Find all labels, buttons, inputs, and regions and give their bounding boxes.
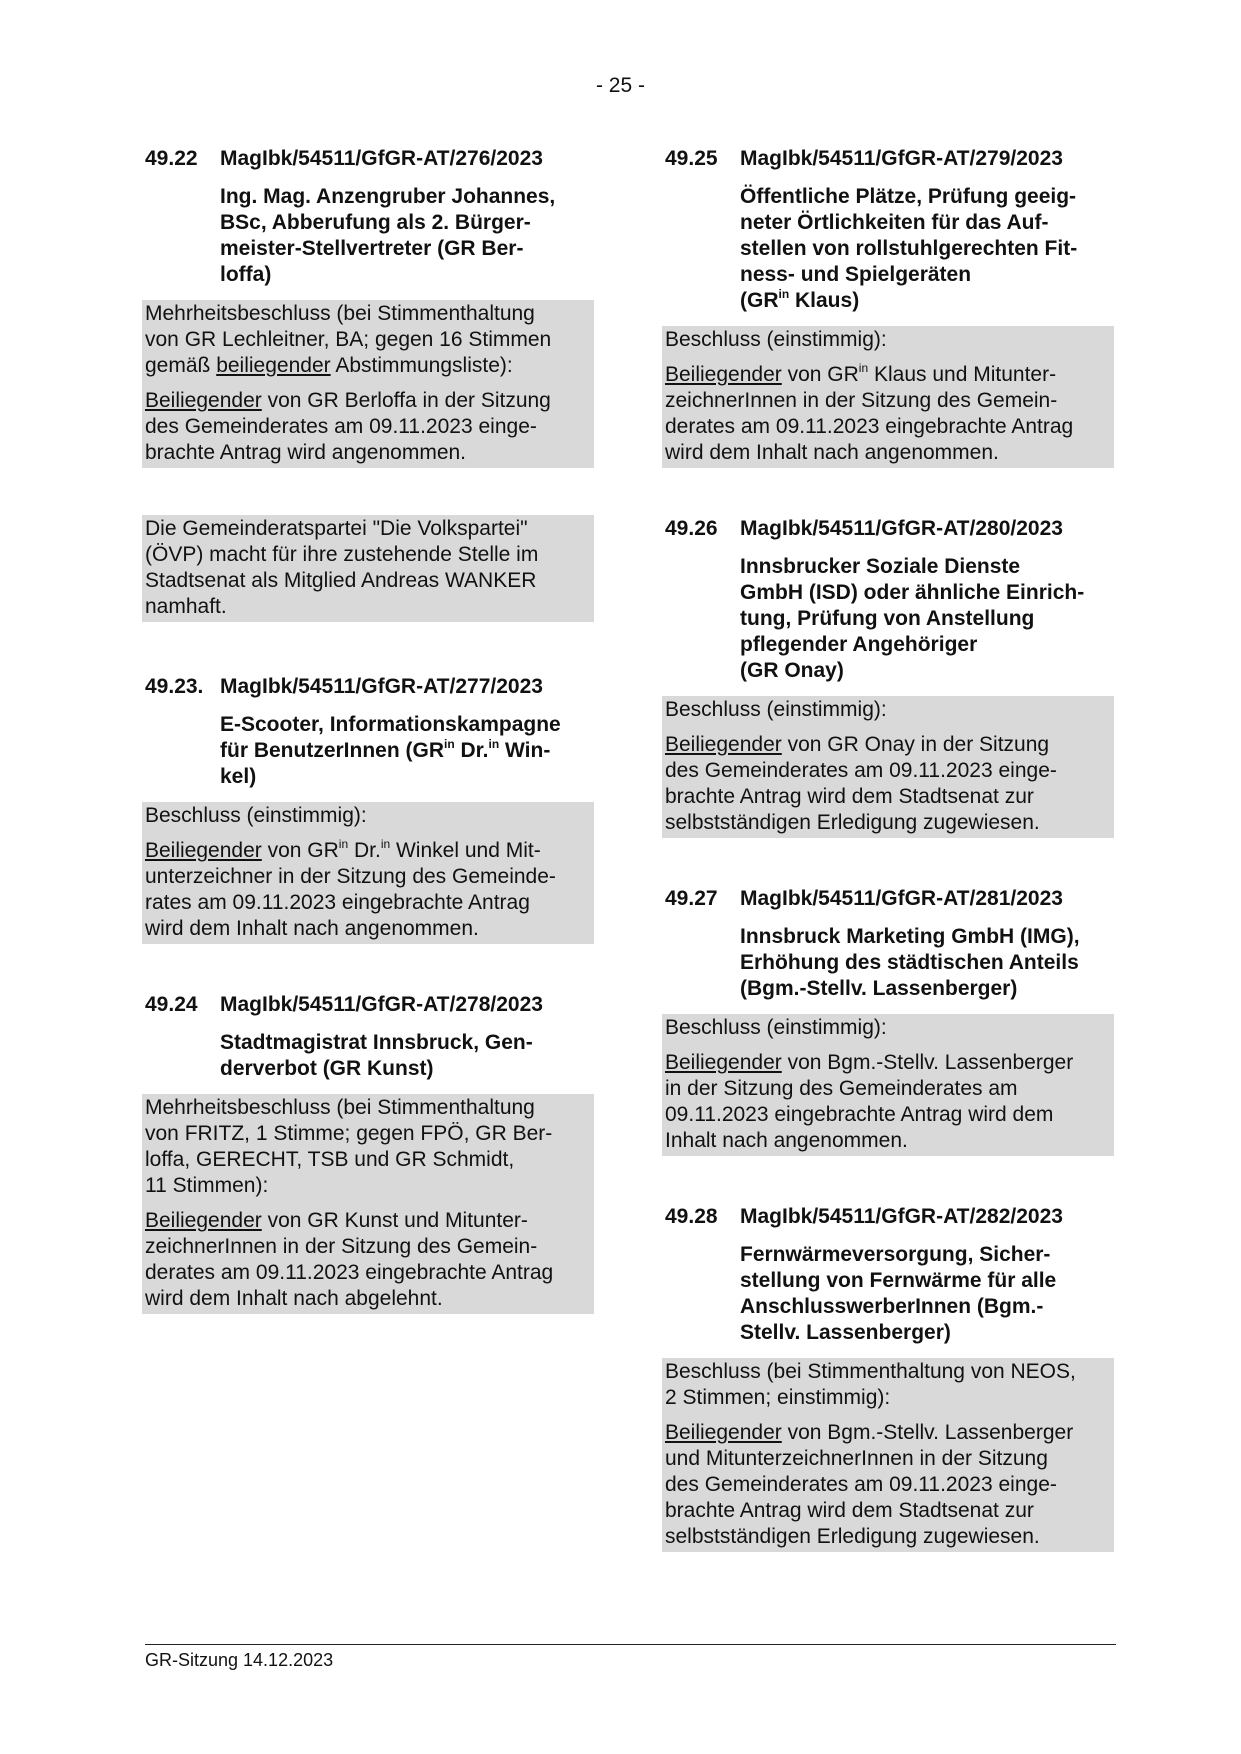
resolution-box bbox=[662, 1358, 1114, 1552]
item-reference: MagIbk/54511/GfGR-AT/282/2023 bbox=[740, 1205, 1063, 1228]
motion-line-part: Klaus und Mitunter- bbox=[868, 363, 1057, 386]
resolution-box bbox=[662, 1014, 1114, 1156]
item-reference: MagIbk/54511/GfGR-AT/277/2023 bbox=[220, 675, 543, 698]
item-number: 49.27 bbox=[665, 887, 718, 910]
resolution-box bbox=[142, 300, 594, 468]
motion-line-part: Dr. bbox=[348, 839, 381, 862]
item-49-27 bbox=[665, 886, 1117, 1156]
decision-line: loffa, GERECHT, TSB und GR Schmidt, bbox=[145, 1148, 515, 1171]
title-line: loffa) bbox=[220, 263, 272, 286]
motion-line: und MitunterzeichnerInnen in der Sitzung bbox=[665, 1447, 1048, 1470]
motion-line: rates am 09.11.2023 eingebrachte Antrag bbox=[145, 891, 530, 914]
item-heading bbox=[665, 886, 1117, 912]
motion-text bbox=[665, 1420, 1111, 1550]
item-49-22 bbox=[145, 146, 597, 468]
note-line: (ÖVP) macht für ihre zustehende Stelle im bbox=[145, 543, 539, 566]
resolution-box bbox=[662, 326, 1114, 468]
motion-line: 09.11.2023 eingebrachte Antrag wird dem bbox=[665, 1103, 1054, 1126]
title-line bbox=[740, 288, 1117, 314]
motion-text bbox=[665, 1050, 1111, 1154]
title-part: Win- bbox=[499, 739, 551, 762]
motion-line: unterzeichner in der Sitzung des Gemeinde- bbox=[145, 865, 556, 888]
item-heading bbox=[665, 516, 1117, 542]
title-line: BSc, Abberufung als 2. Bürger- bbox=[220, 211, 531, 234]
right-column bbox=[665, 146, 1117, 1552]
attachment-link[interactable]: beiliegender bbox=[216, 354, 331, 377]
attachment-link[interactable]: Beiliegender bbox=[145, 839, 262, 862]
title-part: für BenutzerInnen (GR bbox=[220, 739, 444, 762]
decision-text: Beschluss (einstimmig): bbox=[665, 1016, 887, 1039]
decision-line: Mehrheitsbeschluss (bei Stimmenthaltung bbox=[145, 302, 535, 325]
title-line: Innsbrucker Soziale Dienste bbox=[740, 555, 1021, 578]
item-title bbox=[740, 184, 1117, 314]
attachment-link[interactable]: Beiliegender bbox=[665, 1421, 782, 1444]
motion-text bbox=[145, 838, 591, 942]
title-part: (GR bbox=[740, 289, 779, 312]
motion-text bbox=[665, 732, 1111, 836]
item-heading bbox=[145, 146, 597, 172]
item-number: 49.24 bbox=[145, 993, 198, 1016]
motion-line: in der Sitzung des Gemeinderates am bbox=[665, 1077, 1018, 1100]
superscript: in bbox=[778, 287, 790, 301]
item-title bbox=[740, 1242, 1117, 1346]
attachment-link[interactable]: Beiliegender bbox=[665, 363, 782, 386]
decision-line: von GR Lechleitner, BA; gegen 16 Stimmen bbox=[145, 328, 552, 351]
left-column bbox=[145, 146, 597, 1314]
footer-text: GR-Sitzung 14.12.2023 bbox=[145, 1650, 334, 1670]
decision-line: von FRITZ, 1 Stimme; gegen FPÖ, GR Ber- bbox=[145, 1122, 553, 1145]
superscript: in bbox=[444, 737, 455, 751]
title-line: ness- und Spielgeräten bbox=[740, 263, 972, 286]
title-line: Stellv. Lassenberger) bbox=[740, 1321, 951, 1344]
resolution-box bbox=[662, 696, 1114, 838]
title-line: Fernwärmeversorgung, Sicher- bbox=[740, 1243, 1051, 1266]
item-title bbox=[740, 924, 1117, 1002]
motion-text bbox=[145, 1208, 591, 1312]
motion-line-part: von GR bbox=[781, 363, 859, 386]
decision-text: Beschluss (einstimmig): bbox=[665, 698, 887, 721]
title-line: AnschlusswerberInnen (Bgm.- bbox=[740, 1295, 1044, 1318]
decision-line: 2 Stimmen; einstimmig): bbox=[665, 1386, 891, 1409]
motion-line: brachte Antrag wird angenommen. bbox=[145, 441, 467, 464]
item-49-28 bbox=[665, 1204, 1117, 1552]
title-line bbox=[220, 738, 597, 764]
decision-line: Beschluss (bei Stimmenthaltung von NEOS, bbox=[665, 1360, 1076, 1383]
item-heading bbox=[665, 1204, 1117, 1230]
decision-text bbox=[145, 1095, 591, 1208]
title-line: tung, Prüfung von Anstellung bbox=[740, 607, 1035, 630]
item-reference: MagIbk/54511/GfGR-AT/280/2023 bbox=[740, 517, 1063, 540]
title-line: Stadtmagistrat Innsbruck, Gen- bbox=[220, 1031, 533, 1054]
item-number: 49.26 bbox=[665, 517, 718, 540]
item-number: 49.23. bbox=[145, 675, 204, 698]
note-line: Stadtsenat als Mitglied Andreas WANKER bbox=[145, 569, 537, 592]
item-title bbox=[740, 554, 1117, 684]
resolution-box bbox=[142, 1094, 594, 1314]
title-line: Erhöhung des städtischen Anteils bbox=[740, 951, 1079, 974]
decision-text bbox=[665, 1359, 1111, 1420]
motion-line: selbstständigen Erledigung zugewiesen. bbox=[665, 811, 1040, 834]
title-line: (GR Onay) bbox=[740, 659, 844, 682]
title-line: E-Scooter, Informationskampagne bbox=[220, 713, 561, 736]
motion-line: brachte Antrag wird dem Stadtsenat zur bbox=[665, 785, 1034, 808]
item-heading bbox=[145, 992, 597, 1018]
title-line: neter Örtlichkeiten für das Auf- bbox=[740, 211, 1049, 234]
motion-line-part: Winkel und Mit- bbox=[390, 839, 541, 862]
attachment-link[interactable]: Beiliegender bbox=[145, 389, 262, 412]
item-title bbox=[220, 712, 597, 790]
item-heading bbox=[665, 146, 1117, 172]
item-reference: MagIbk/54511/GfGR-AT/279/2023 bbox=[740, 147, 1063, 170]
title-line: kel) bbox=[220, 765, 257, 788]
item-reference: MagIbk/54511/GfGR-AT/281/2023 bbox=[740, 887, 1063, 910]
item-number: 49.28 bbox=[665, 1205, 718, 1228]
item-49-24 bbox=[145, 992, 597, 1314]
title-line: derverbot (GR Kunst) bbox=[220, 1057, 434, 1080]
note-line: Die Gemeinderatspartei "Die Volkspartei" bbox=[145, 517, 528, 540]
motion-line: des Gemeinderates am 09.11.2023 einge- bbox=[665, 759, 1057, 782]
note-text bbox=[145, 516, 591, 620]
item-reference: MagIbk/54511/GfGR-AT/276/2023 bbox=[220, 147, 543, 170]
attachment-link[interactable]: Beiliegender bbox=[665, 733, 782, 756]
item-title bbox=[220, 1030, 597, 1082]
resolution-box bbox=[142, 802, 594, 944]
motion-line: zeichnerInnen in der Sitzung des Gemein- bbox=[665, 389, 1058, 412]
attachment-link[interactable]: Beiliegender bbox=[145, 1209, 262, 1232]
decision-line-part: Abstimmungsliste): bbox=[330, 354, 513, 377]
motion-line-part: von GR Kunst und Mitunter- bbox=[261, 1209, 528, 1232]
title-part: Dr. bbox=[454, 739, 489, 762]
motion-line-part: von GR Berloffa in der Sitzung bbox=[261, 389, 551, 412]
superscript: in bbox=[858, 361, 869, 375]
title-line: pflegender Angehöriger bbox=[740, 633, 978, 656]
item-reference: MagIbk/54511/GfGR-AT/278/2023 bbox=[220, 993, 543, 1016]
motion-line: derates am 09.11.2023 eingebrachte Antrag bbox=[145, 1261, 554, 1284]
motion-line: wird dem Inhalt nach abgelehnt. bbox=[145, 1287, 443, 1310]
title-line: GmbH (ISD) oder ähnliche Einrich- bbox=[740, 581, 1085, 604]
attachment-link[interactable]: Beiliegender bbox=[665, 1051, 782, 1074]
motion-text bbox=[145, 388, 591, 466]
title-line: stellen von rollstuhlgerechten Fit- bbox=[740, 237, 1078, 260]
decision-text: Beschluss (einstimmig): bbox=[145, 804, 367, 827]
decision-line: 11 Stimmen): bbox=[145, 1174, 269, 1197]
motion-text bbox=[665, 362, 1111, 466]
superscript: in bbox=[338, 837, 349, 851]
motion-line-part: von GR Onay in der Sitzung bbox=[781, 733, 1050, 756]
motion-line: des Gemeinderates am 09.11.2023 einge- bbox=[665, 1473, 1057, 1496]
note-line: namhaft. bbox=[145, 595, 227, 618]
item-49-23 bbox=[145, 674, 597, 944]
decision-text bbox=[145, 301, 591, 388]
motion-line: selbstständigen Erledigung zugewiesen. bbox=[665, 1525, 1040, 1548]
page-number: - 25 - bbox=[595, 74, 645, 97]
superscript: in bbox=[380, 837, 391, 851]
item-49-25 bbox=[665, 146, 1117, 468]
motion-line: derates am 09.11.2023 eingebrachte Antrag bbox=[665, 415, 1074, 438]
footer-divider bbox=[145, 1644, 1116, 1645]
superscript: in bbox=[488, 737, 500, 751]
decision-text: Beschluss (einstimmig): bbox=[665, 328, 887, 351]
motion-line-part: von GR bbox=[261, 839, 339, 862]
title-line: Öffentliche Plätze, Prüfung geeig- bbox=[740, 185, 1077, 208]
title-line: Ing. Mag. Anzengruber Johannes, bbox=[220, 185, 556, 208]
motion-line: wird dem Inhalt nach angenommen. bbox=[145, 917, 479, 940]
item-title bbox=[220, 184, 597, 288]
item-number: 49.25 bbox=[665, 147, 718, 170]
motion-line: Inhalt nach angenommen. bbox=[665, 1129, 908, 1152]
title-part: Klaus) bbox=[789, 289, 860, 312]
motion-line: wird dem Inhalt nach angenommen. bbox=[665, 441, 999, 464]
title-line: meister-Stellvertreter (GR Ber- bbox=[220, 237, 524, 260]
title-line: stellung von Fernwärme für alle bbox=[740, 1269, 1057, 1292]
motion-line: des Gemeinderates am 09.11.2023 einge- bbox=[145, 415, 537, 438]
item-heading bbox=[145, 674, 597, 700]
item-number: 49.22 bbox=[145, 147, 198, 170]
motion-line: zeichnerInnen in der Sitzung des Gemein- bbox=[145, 1235, 538, 1258]
motion-line-part: von Bgm.-Stellv. Lassenberger bbox=[781, 1051, 1074, 1074]
note-box bbox=[142, 515, 594, 622]
motion-line: brachte Antrag wird dem Stadtsenat zur bbox=[665, 1499, 1034, 1522]
title-line: (Bgm.-Stellv. Lassenberger) bbox=[740, 977, 1018, 1000]
title-line: Innsbruck Marketing GmbH (IMG), bbox=[740, 925, 1080, 948]
decision-line-part: gemäß bbox=[145, 354, 217, 377]
item-49-26 bbox=[665, 516, 1117, 838]
decision-line: Mehrheitsbeschluss (bei Stimmenthaltung bbox=[145, 1096, 535, 1119]
motion-line-part: von Bgm.-Stellv. Lassenberger bbox=[781, 1421, 1074, 1444]
